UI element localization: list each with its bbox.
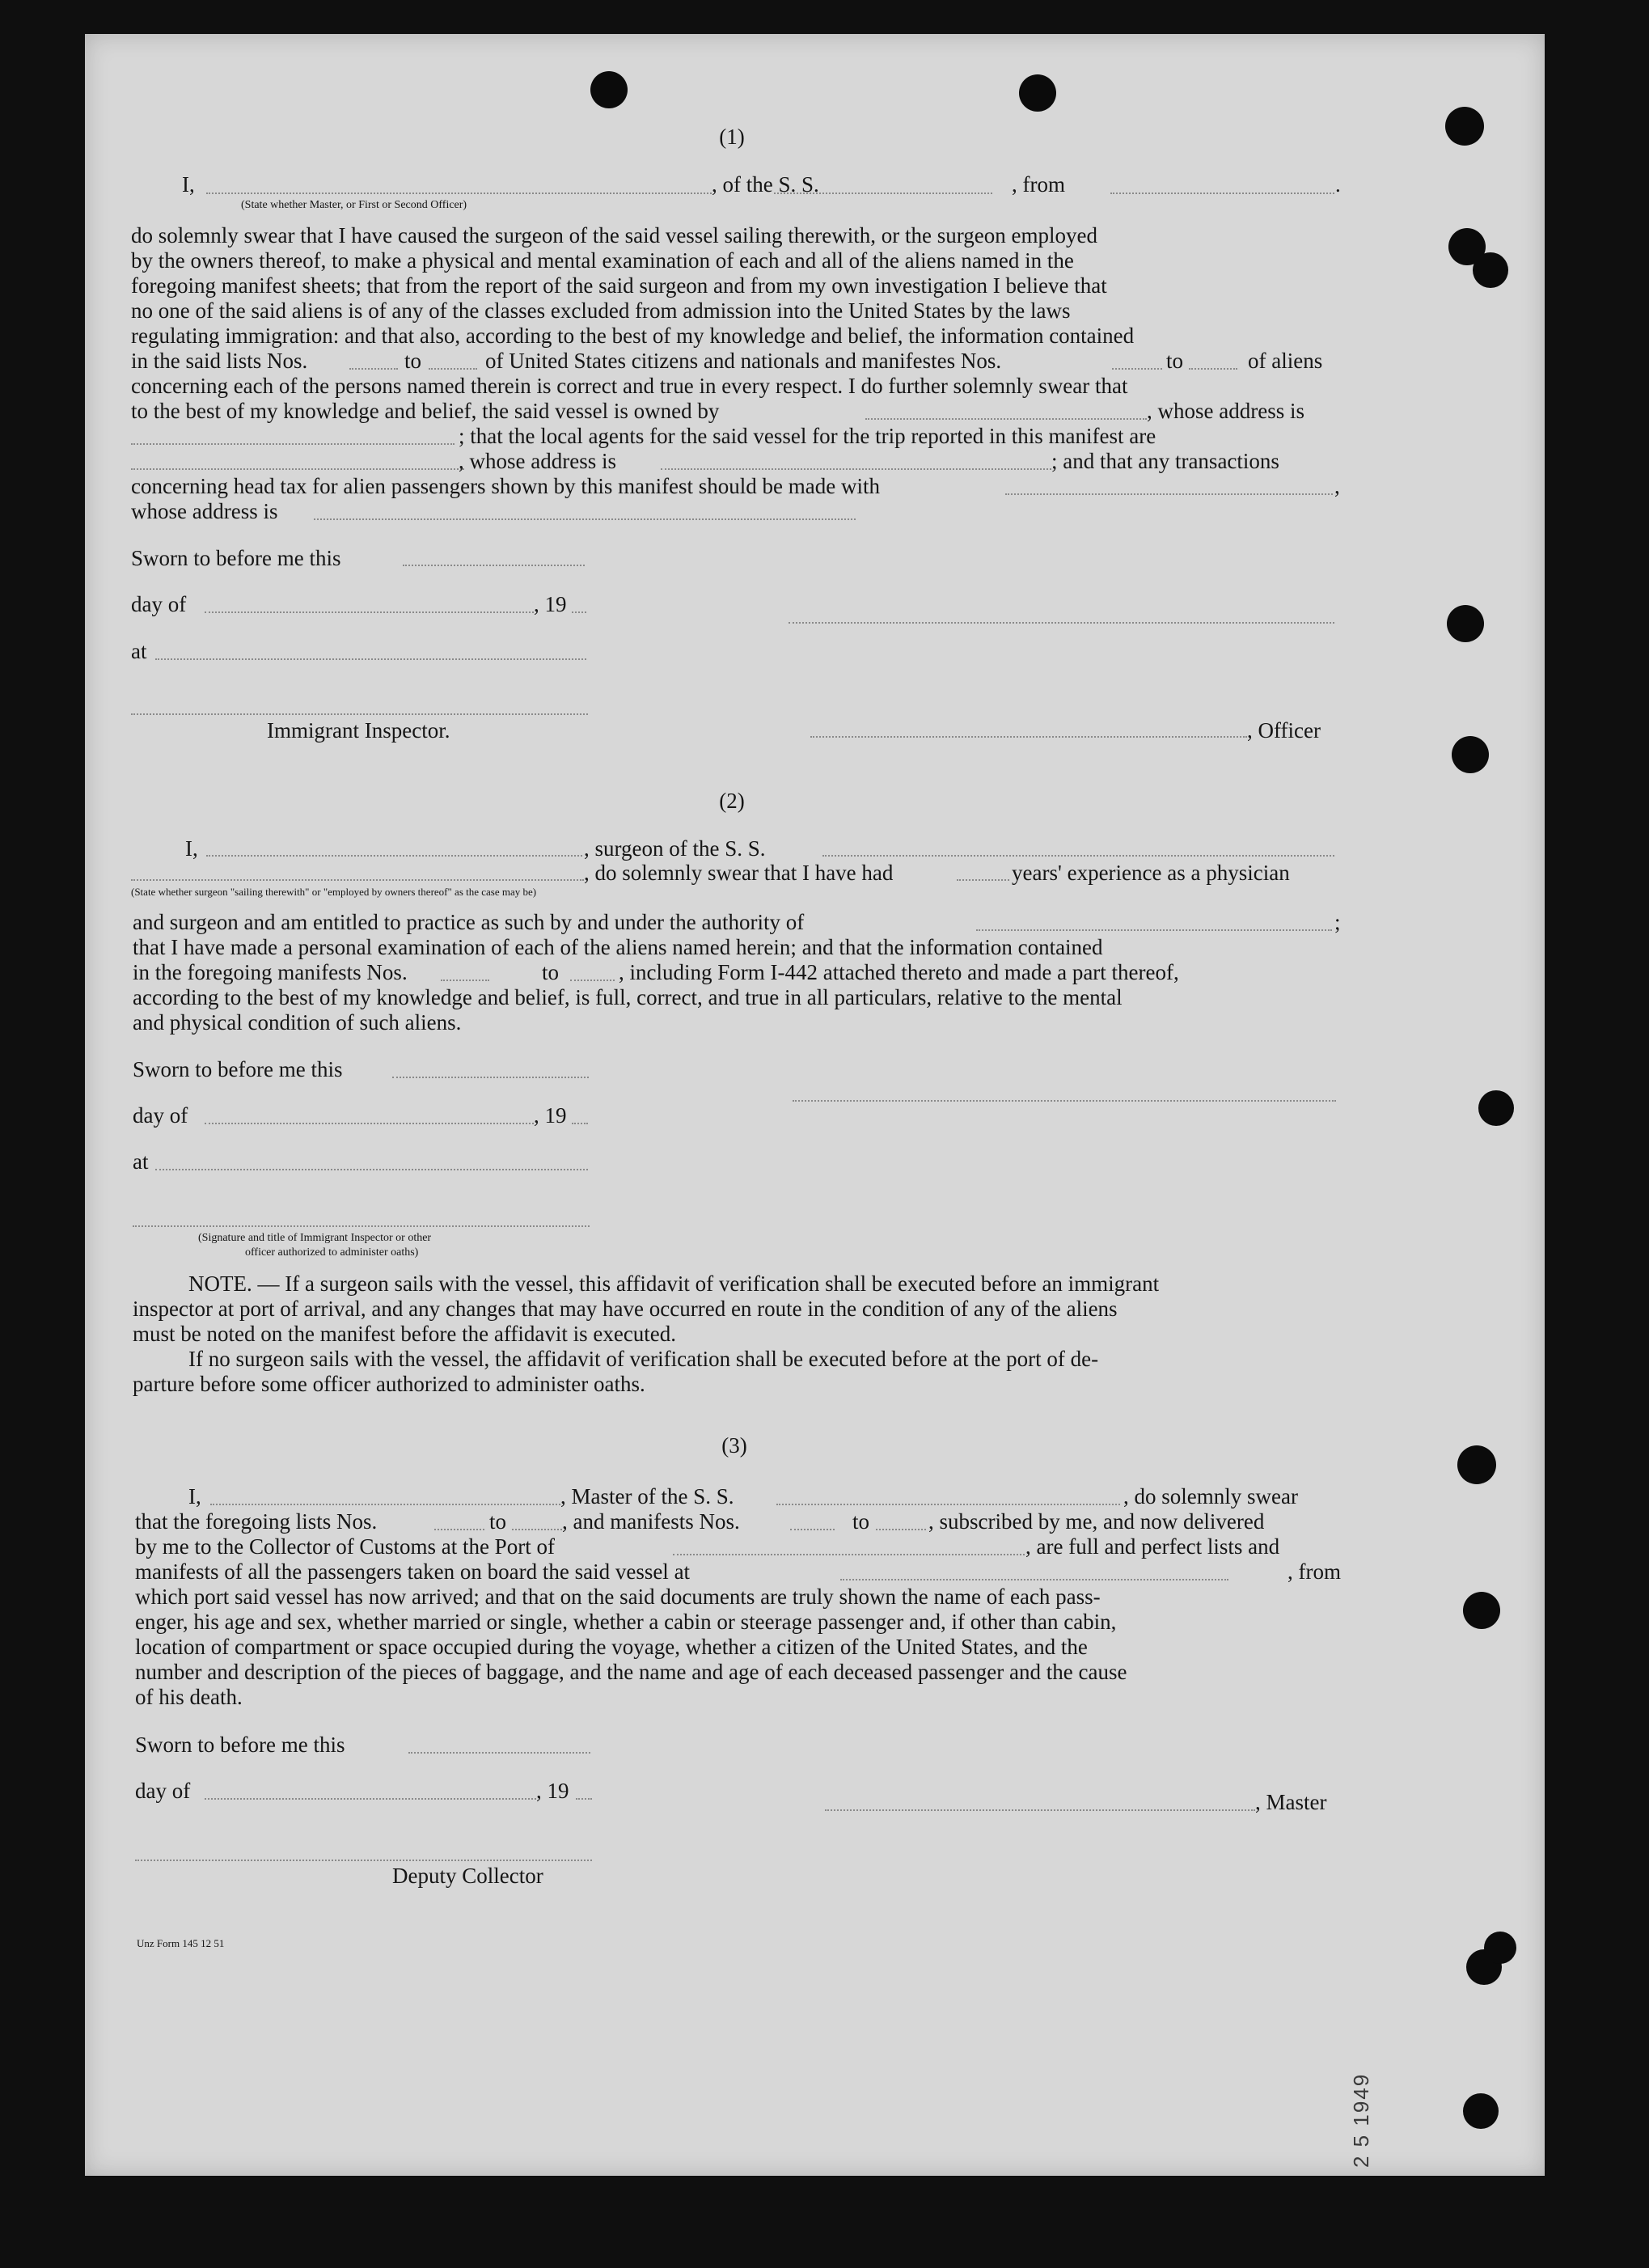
text-line: to the best of my knowledge and belief, the said vessel is owned by xyxy=(131,399,720,423)
text-line: concerning each of the persons named therein is correct and true in every respect. I do further solemnly swear that xyxy=(131,374,1128,398)
text-line: no one of the said aliens is of any of the classes excluded from admission into the United States by the laws xyxy=(131,298,1071,323)
sworn-line xyxy=(408,1752,590,1754)
state-note: (State whether Master, or First or Second Officer) xyxy=(241,199,467,211)
sworn-label: Sworn to before me this xyxy=(131,546,341,570)
manifest-no-line xyxy=(790,1529,835,1530)
text-line: , whose address is xyxy=(459,449,616,473)
section-number: (3) xyxy=(721,1433,747,1458)
at-line xyxy=(155,658,586,660)
manifest-no-line xyxy=(876,1529,926,1530)
text-line: do solemnly swear that I have caused the surgeon of the said vessel sailing therewith, or the surgeon employed xyxy=(131,223,1097,248)
day-line xyxy=(205,1798,536,1800)
text-line: foregoing manifest sheets; that from the report of the said surgeon and from my own investigation I believe that xyxy=(131,273,1107,298)
text-line: by me to the Collector of Customs at the Port of xyxy=(135,1534,555,1559)
punch-hole xyxy=(1452,736,1489,773)
owner-line xyxy=(865,418,1147,420)
note-text: NOTE. — If a surgeon sails with the vessel, this affidavit of verification shall be executed before an immigrant xyxy=(188,1272,1160,1296)
year-label: , 19 xyxy=(534,592,567,616)
deputy-collector-label: Deputy Collector xyxy=(392,1864,543,1888)
text-line: by the owners thereof, to make a physical and mental examination of each and all of the aliens named in the xyxy=(131,248,1074,273)
note-text: must be noted on the manifest before the affidavit is executed. xyxy=(133,1322,677,1346)
text-line: to xyxy=(489,1509,507,1534)
text-line: , and manifests Nos. xyxy=(562,1509,740,1534)
manifest-no-line xyxy=(1112,368,1162,370)
master-of-text: , Master of the S. S. xyxy=(560,1484,734,1508)
text-line: , including Form I-442 attached thereto and made a part thereof, xyxy=(619,960,1179,984)
document-sheet xyxy=(85,34,1545,2176)
manifest-no-line xyxy=(1189,368,1237,370)
section-number: (1) xyxy=(719,125,745,149)
text-line: , subscribed by me, and now delivered xyxy=(928,1509,1265,1534)
text-line: of United States citizens and nationals and manifestes Nos. xyxy=(485,349,1002,373)
text-line: , xyxy=(1334,474,1340,498)
date-stamp: 2 5 1949 xyxy=(1349,2072,1373,2168)
punch-hole xyxy=(1484,1932,1516,1964)
head-tax-line xyxy=(1005,493,1333,495)
surgeon-name-line xyxy=(206,855,582,857)
note-text: inspector at port of arrival, and any changes that may have occurred en route in the condition of any of the aliens xyxy=(133,1297,1118,1321)
list-no-line xyxy=(349,368,398,370)
punch-hole xyxy=(1463,1592,1500,1629)
note-text: If no surgeon sails with the vessel, the affidavit of verification shall be executed before at the port of de- xyxy=(188,1347,1099,1371)
year-line xyxy=(572,1123,588,1124)
swear-text: years' experience as a physician xyxy=(1012,861,1290,885)
list-no-line xyxy=(429,368,477,370)
vessel-name-line xyxy=(774,193,992,194)
text-line: which port said vessel has now arrived; and that on the said documents are truly shown the name of each pass- xyxy=(135,1585,1101,1609)
text-line: to xyxy=(1166,349,1184,373)
agents-address-line xyxy=(661,468,1051,470)
boarding-port-line xyxy=(840,1579,1228,1580)
master-label: , Master xyxy=(1255,1790,1327,1814)
inspector-signature-line xyxy=(133,1225,590,1227)
manifest-no-line xyxy=(570,980,615,981)
punch-hole xyxy=(1463,2093,1499,2129)
text-line: manifests of all the passengers taken on board the said vessel at xyxy=(135,1559,691,1584)
text-line: concerning head tax for alien passengers shown by this manifest should be made with xyxy=(131,474,881,498)
day-of-label: day of xyxy=(133,1103,188,1128)
master-name-line xyxy=(210,1504,560,1505)
text-line: in the said lists Nos. xyxy=(131,349,308,373)
officer-label: , Officer xyxy=(1247,718,1321,743)
text-line: according to the best of my knowledge and belief, is full, correct, and true in all particulars, relative to the mental xyxy=(133,985,1123,1009)
manifest-no-line xyxy=(441,980,489,981)
swear-text: , do solemnly swear xyxy=(1123,1484,1298,1508)
signature-note: officer authorized to administer oaths) xyxy=(245,1246,419,1259)
state-note: (State whether surgeon "sailing therewith" or "employed by owners thereof" as the case may be) xyxy=(131,886,537,898)
i-label: I, xyxy=(188,1484,201,1508)
inspector-signature-line xyxy=(131,713,588,715)
of-ss-text: , of the S. S. xyxy=(712,172,819,197)
punch-hole xyxy=(1447,605,1484,642)
day-line xyxy=(205,1123,534,1124)
note-text: parture before some officer authorized to administer oaths. xyxy=(133,1372,645,1396)
signature-note: (Signature and title of Immigrant Inspector or other xyxy=(198,1232,432,1244)
address-line xyxy=(314,518,856,520)
year-label: , 19 xyxy=(534,1103,567,1128)
punch-hole xyxy=(1019,74,1056,112)
form-number: Unz Form 145 12 51 xyxy=(137,1937,225,1949)
swear-text: , do solemnly swear that I have had xyxy=(584,861,894,885)
sworn-label: Sworn to before me this xyxy=(133,1057,343,1081)
day-of-label: day of xyxy=(131,592,187,616)
text-line: , from xyxy=(1287,1559,1341,1584)
at-line xyxy=(155,1169,588,1170)
vessel-name-line xyxy=(822,855,1334,857)
address-line xyxy=(131,443,455,445)
section-number: (2) xyxy=(719,789,745,813)
punch-hole xyxy=(1473,252,1508,288)
officer-line xyxy=(810,736,1247,738)
text-line: number and description of the pieces of baggage, and the name and age of each deceased passenger and the cause xyxy=(135,1660,1127,1684)
agents-line xyxy=(131,468,464,470)
text-line: regulating immigration: and that also, according to the best of my knowledge and belief, the information contained xyxy=(131,324,1135,348)
text-line: whose address is xyxy=(131,499,278,523)
text-line: of his death. xyxy=(135,1685,243,1709)
punch-hole xyxy=(1445,107,1484,146)
text-line: and physical condition of such aliens. xyxy=(133,1010,462,1035)
text-line: , are full and perfect lists and xyxy=(1025,1534,1280,1559)
at-label: at xyxy=(131,639,147,663)
text-line: location of compartment or space occupied during the voyage, whether a citizen of the United States, and the xyxy=(135,1635,1088,1659)
officer-signature-line xyxy=(789,622,1334,624)
deputy-signature-line xyxy=(135,1860,592,1861)
punch-hole xyxy=(590,71,628,108)
punch-hole xyxy=(1457,1445,1496,1484)
text-line: to xyxy=(404,349,422,373)
sworn-line xyxy=(403,565,585,566)
year-line xyxy=(576,1798,592,1800)
text-line: that I have made a personal examination of each of the aliens named herein; and that the information contained xyxy=(133,935,1103,959)
text-line: ; that the local agents for the said vessel for the trip reported in this manifest are xyxy=(459,424,1156,448)
year-line xyxy=(572,611,586,613)
master-signature-line xyxy=(825,1809,1255,1811)
i-label: I, xyxy=(185,836,198,861)
text-line: to xyxy=(542,960,560,984)
vessel-name-line xyxy=(776,1504,1120,1505)
day-line xyxy=(205,611,534,613)
text-line: , whose address is xyxy=(1147,399,1304,423)
text-line: ; xyxy=(1334,910,1341,934)
list-no-line xyxy=(512,1529,562,1530)
surgeon-of-text: , surgeon of the S. S. xyxy=(584,836,766,861)
text-line: to xyxy=(852,1509,870,1534)
text-line: in the foregoing manifests Nos. xyxy=(133,960,408,984)
i-label: I, xyxy=(182,172,195,197)
surgeon-status-line xyxy=(131,879,584,881)
period: . xyxy=(1335,172,1341,197)
text-line: enger, his age and sex, whether married or single, whether a cabin or steerage passenger and, if other than cabin, xyxy=(135,1610,1117,1634)
text-line: of aliens xyxy=(1248,349,1323,373)
text-line: and surgeon and am entitled to practice as such by and under the authority of xyxy=(133,910,805,934)
text-line: that the foregoing lists Nos. xyxy=(135,1509,378,1534)
from-text: , from xyxy=(1012,172,1065,197)
year-label: , 19 xyxy=(536,1779,569,1803)
years-line xyxy=(957,879,1009,881)
at-label: at xyxy=(133,1149,149,1174)
list-no-line xyxy=(434,1529,484,1530)
surgeon-signature-line xyxy=(793,1100,1336,1102)
day-of-label: day of xyxy=(135,1779,191,1803)
sworn-line xyxy=(392,1077,589,1078)
sworn-label: Sworn to before me this xyxy=(135,1733,345,1757)
authority-line xyxy=(976,929,1332,931)
immigrant-inspector-label: Immigrant Inspector. xyxy=(267,718,450,743)
text-line: ; and that any transactions xyxy=(1051,449,1279,473)
officer-name-line xyxy=(206,193,712,194)
punch-hole xyxy=(1478,1090,1514,1126)
from-port-line xyxy=(1110,193,1334,194)
port-line xyxy=(673,1554,1025,1555)
